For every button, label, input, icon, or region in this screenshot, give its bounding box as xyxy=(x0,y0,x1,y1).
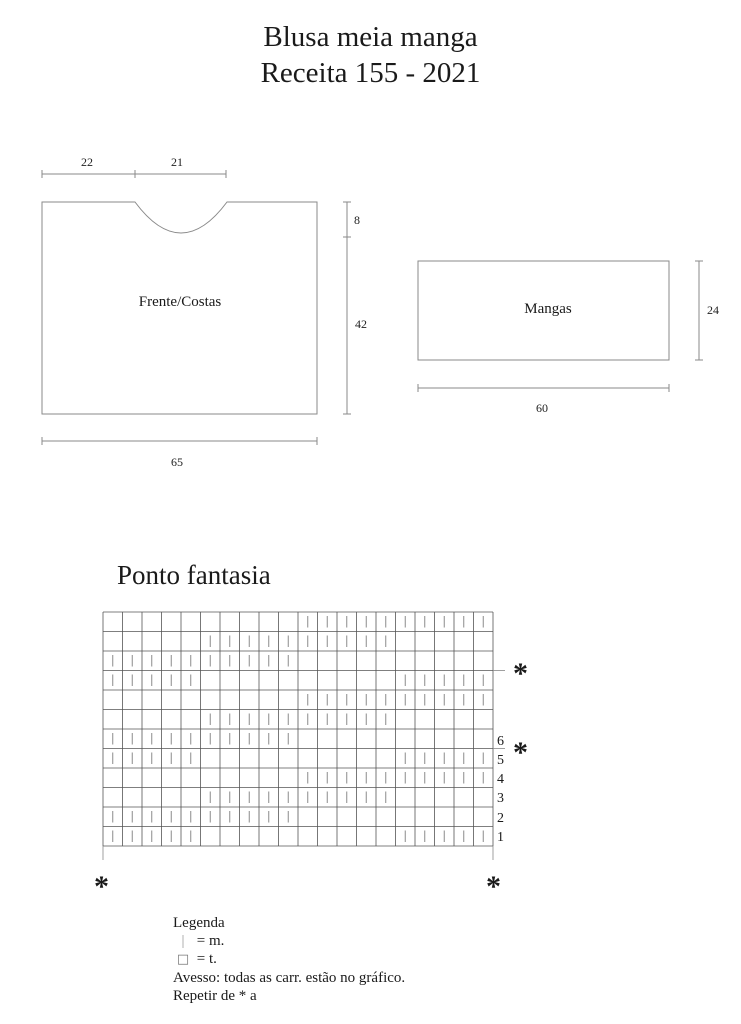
row-number-3: 3 xyxy=(497,791,504,806)
neck-width-dim-label: 21 xyxy=(171,155,183,169)
chart-grid xyxy=(103,612,505,860)
neck-depth-dim-label: 8 xyxy=(354,213,360,227)
legend xyxy=(173,914,405,1005)
body-height-dim-label: 42 xyxy=(355,317,367,331)
knit-symbol: | xyxy=(181,933,185,949)
sleeves-label: Mangas xyxy=(524,301,572,317)
legend-row-knit xyxy=(173,932,405,950)
row-number-1: 1 xyxy=(497,830,504,845)
title-line-2: Receita 155 - 2021 xyxy=(260,57,481,89)
chart-title: Ponto fantasia xyxy=(117,560,271,590)
legend-wrong-side-note: Avesso: todas as carr. estão no gráfico. xyxy=(173,970,406,986)
repeat-marker-row-6: * xyxy=(513,736,528,769)
row-number-6: 6 xyxy=(497,734,504,749)
shoulder-dim-label: 22 xyxy=(81,155,93,169)
purl-symbol: □ xyxy=(176,952,190,967)
repeat-marker-left: * xyxy=(94,870,109,903)
legend-repeat-note: Repetir de * a xyxy=(173,988,257,1004)
front-back-label: Frente/Costas xyxy=(138,294,222,310)
title-line-1: Blusa meia manga xyxy=(263,21,478,53)
sleeve-width-dim-label: 60 xyxy=(536,401,548,415)
sleeve-height-dim-label: 24 xyxy=(707,303,719,317)
row-number-4: 4 xyxy=(497,772,504,787)
row-number-5: 5 xyxy=(497,753,504,768)
repeat-marker-top: * xyxy=(513,657,528,690)
legend-knit-text: = m. xyxy=(196,933,225,949)
legend-title: Legenda xyxy=(173,915,225,931)
legend-purl-text: = t. xyxy=(196,951,217,967)
row-number-2: 2 xyxy=(497,811,504,826)
body-width-dim-label: 65 xyxy=(171,455,183,469)
repeat-marker-right: * xyxy=(486,870,501,903)
legend-row-purl xyxy=(173,950,405,969)
